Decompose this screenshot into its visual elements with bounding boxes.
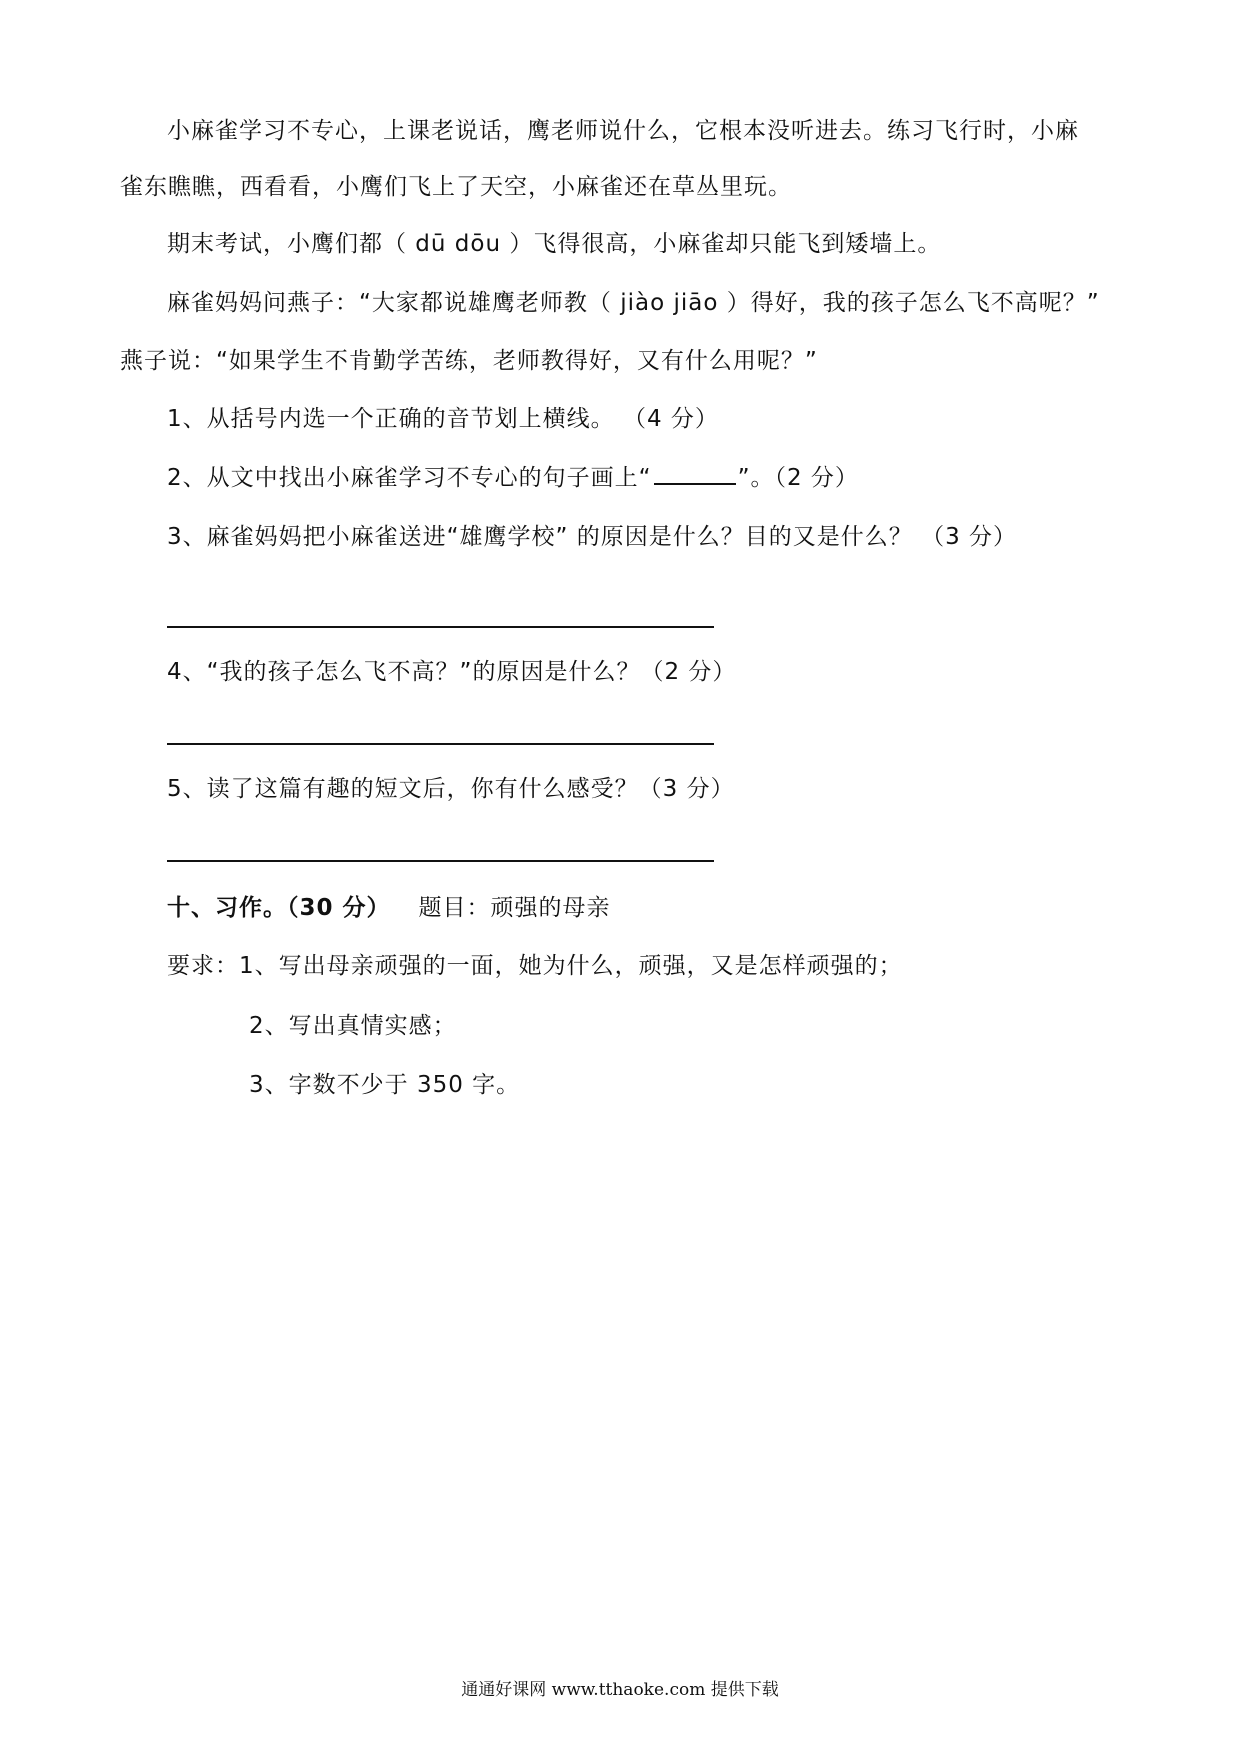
composition-requirement-1: 要求：1、写出母亲顽强的一面，她为什么，顽强，又是怎样顽强的； bbox=[167, 953, 903, 979]
composition-requirement-3: 3、字数不少于 350 字。 bbox=[249, 1072, 521, 1098]
question-3: 3、麻雀妈妈把小麻雀送进“雄鹰学校” 的原因是什么？目的又是什么？ （3 分） bbox=[167, 524, 1018, 550]
passage-p1-line2: 雀东瞧瞧，西看看，小鹰们飞上了天空，小麻雀还在草丛里玩。 bbox=[120, 174, 792, 200]
question-2 bbox=[167, 463, 859, 493]
passage-p1-line1: 小麻雀学习不专心，上课老说话，鹰老师说什么，它根本没听进去。练习飞行时，小麻 bbox=[167, 118, 1079, 144]
answer-line-5[interactable] bbox=[167, 860, 714, 862]
passage-p3-line1: 麻雀妈妈问燕子：“大家都说雄鹰老师教（ jiào jiāo ）得好，我的孩子怎么飞不高呢？” bbox=[167, 290, 1100, 316]
question-2-text-after: ”。（2 分） bbox=[737, 465, 859, 491]
composition-header bbox=[167, 893, 611, 923]
composition-topic: 题目：顽强的母亲 bbox=[418, 895, 611, 921]
question-2-blank bbox=[654, 465, 736, 485]
question-5: 5、读了这篇有趣的短文后，你有什么感受？（3 分） bbox=[167, 776, 735, 802]
answer-line-3[interactable] bbox=[167, 626, 714, 628]
composition-heading: 十、习作。（30 分） bbox=[167, 895, 391, 921]
composition-requirement-2: 2、写出真情实感； bbox=[249, 1013, 457, 1039]
passage-p3-line2: 燕子说：“如果学生不肯勤学苦练，老师教得好，又有什么用呢？” bbox=[120, 348, 818, 374]
footer-credit: 通通好课网 www.tthaoke.com 提供下载 bbox=[461, 1680, 779, 1700]
passage-p2: 期末考试，小鹰们都（ dū dōu ）飞得很高，小麻雀却只能飞到矮墙上。 bbox=[167, 231, 942, 257]
answer-line-4[interactable] bbox=[167, 743, 714, 745]
question-4: 4、“我的孩子怎么飞不高？”的原因是什么？（2 分） bbox=[167, 659, 737, 685]
question-1: 1、从括号内选一个正确的音节划上横线。 （4 分） bbox=[167, 406, 719, 432]
question-2-text-before: 2、从文中找出小麻雀学习不专心的句子画上“ bbox=[167, 465, 652, 491]
